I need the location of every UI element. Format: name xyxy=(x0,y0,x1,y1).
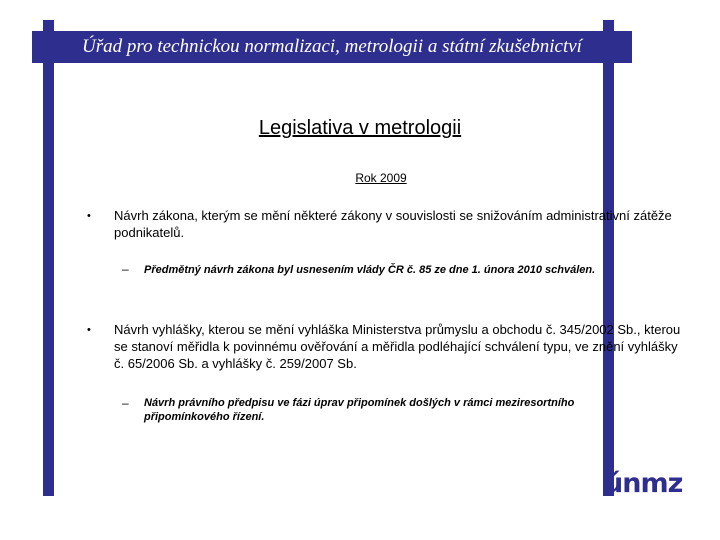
unmz-logo: únmz xyxy=(604,468,683,499)
sub-bullet-dash: – xyxy=(122,396,129,410)
bullet-icon: • xyxy=(87,324,91,336)
sub-item-text: Návrh právního předpisu ve fázi úprav připomínek došlých v rámci meziresortního připomínkového řízení. xyxy=(144,397,575,423)
left-decorative-bar xyxy=(43,20,54,496)
sub-item-text: Předmětný návrh zákona byl usnesením vlády ČR č. 85 ze dne 1. února 2010 schválen. xyxy=(144,264,596,276)
list-item-text: Návrh zákona, kterým se mění některé zákony v souvislosti se snižováním administrativní zátěže podnikatelů. xyxy=(114,208,672,240)
sub-bullet-dash: – xyxy=(122,262,129,276)
slide-title xyxy=(0,117,720,140)
slide-subtitle-text: Rok 2009 xyxy=(355,171,407,185)
slide-title-text: Legislativa v metrologii xyxy=(258,117,462,139)
list-item-text: Návrh vyhlášky, kterou se mění vyhláška Ministerstva průmyslu a obchodu č. 345/2002 Sb., kterou se stanoví měřidla k povinnému ověřování a měřidla podléhající schválení typu, ve znění vyhlášky č. 65/2006 Sb. a vyhlášky č. 259/2007 Sb. xyxy=(114,322,681,371)
slide-subtitle xyxy=(0,169,720,187)
bullet-icon: • xyxy=(87,210,91,222)
header-banner xyxy=(32,31,632,63)
header-title: Úřad pro technickou normalizaci, metrologii a státní zkušebnictví xyxy=(82,36,582,57)
right-decorative-bar xyxy=(603,20,614,496)
